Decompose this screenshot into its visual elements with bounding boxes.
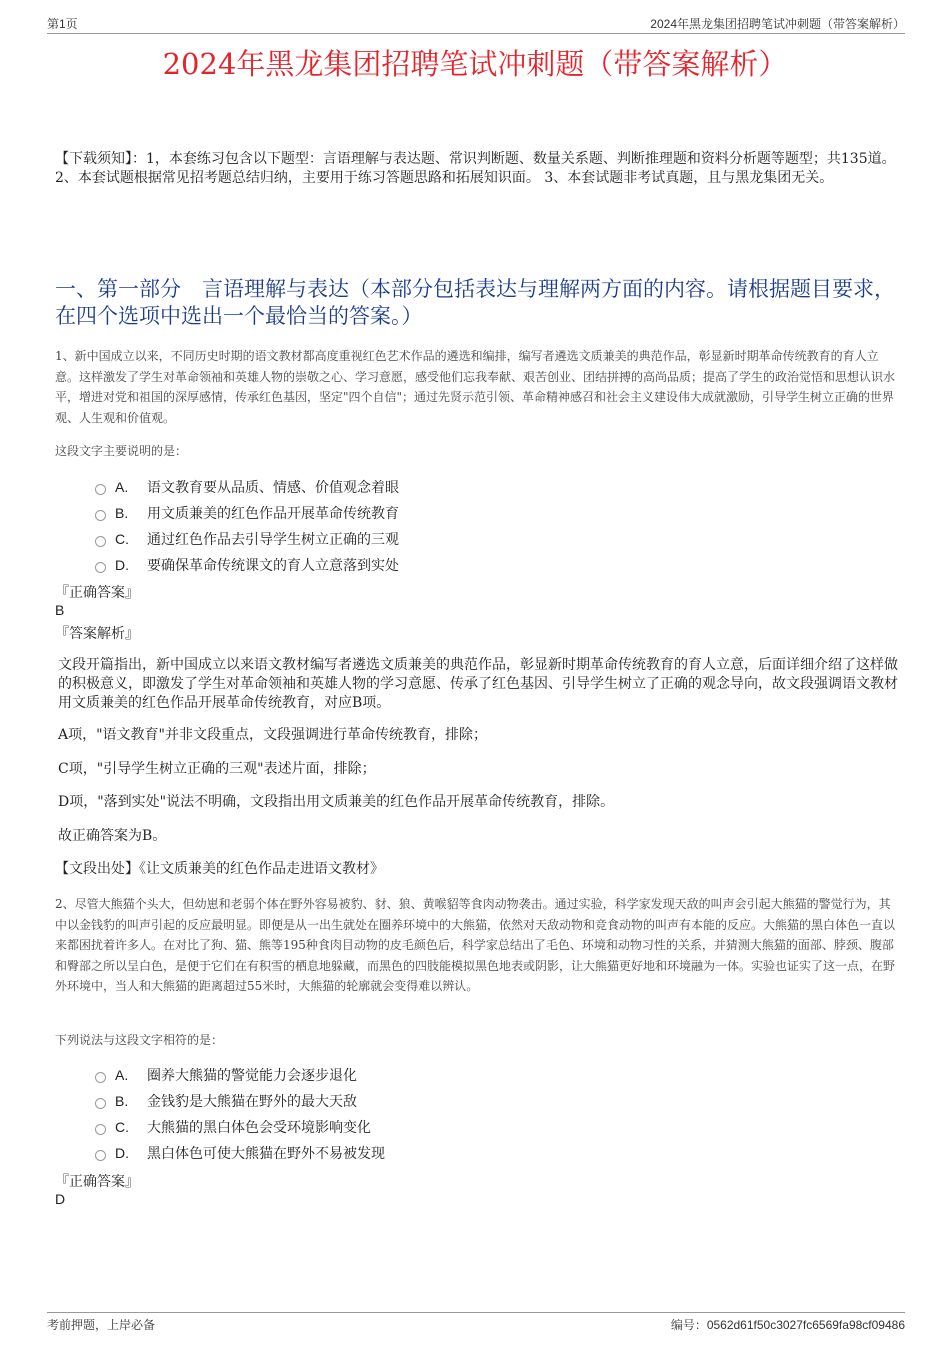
q2-option-b[interactable]: B. 金钱豹是大熊猫在野外的最大天敌: [95, 1091, 357, 1111]
q1-analysis-para: 文段开篇指出，新中国成立以来语文教材编写者遴选文质兼美的典范作品，彰显新时期革命传统教育的育人立意，后面详细介绍了这样做的积极意义，即激发了学生对革命领袖和英雄人物的学习意愿、传承了红色基因、引导学生树立了正确的观念导向，故文段强调语文教材用文质兼美的红色作品开展革命传统教育，对应B项。: [58, 657, 898, 711]
q1-option-c[interactable]: C. 通过红色作品去引导学生树立正确的三观: [95, 529, 399, 549]
q1-source: 【文段出处】《让文质兼美的红色作品走进语文教材》: [55, 861, 384, 877]
page-header: [47, 15, 905, 34]
radio-icon[interactable]: [95, 1072, 106, 1083]
question-2-prompt: 下列说法与这段文字相符的是：: [55, 1033, 224, 1047]
q1-analysis-a: A项，"语文教育"并非文段重点，文段强调进行革命传统教育，排除；: [58, 727, 487, 743]
question-2-text: 2、尽管大熊猫个头大，但幼崽和老弱个体在野外容易被豹、豺、狼、黄喉貂等食肉动物袭击。通过实验，科学家发现天敌的叫声会引起大熊猫的警觉行为，其中以金钱豹的叫声引起的反应最明显。即便是从一出生就处在圈养环境中的大熊猫，依然对天敌动物和竞食动物的叫声有本能的反应。大熊猫的黑白体色一直以来都困扰着许多人。在对比了狗、猫、熊等195种食肉目动物的皮毛颜色后，科学家总结出了毛色、环境和动物习性的关系，并猜测大熊猫的面部、脖颈、腹部和臀部之所以呈白色，是便于它们在有积雪的栖息地躲藏，而黑色的四肢能模拟黑色地表或阴影，让大熊猫更好地和环境融为一体。实验也证实了这一点，在野外环境中，当人和大熊猫的距离超过55米时，大熊猫的轮廓就会变得难以辨认。: [55, 897, 896, 993]
radio-icon[interactable]: [95, 484, 106, 495]
radio-icon[interactable]: [95, 1124, 106, 1135]
q1-option-b[interactable]: B. 用文质兼美的红色作品开展革命传统教育: [95, 503, 399, 523]
q2-answer-label: 『正确答案』: [55, 1174, 139, 1190]
q2-option-d[interactable]: D. 黑白体色可使大熊猫在野外不易被发现: [95, 1143, 385, 1163]
question-1-prompt: 这段文字主要说明的是：: [55, 444, 188, 458]
radio-icon[interactable]: [95, 510, 106, 521]
page-number: 第1页: [47, 17, 78, 31]
q1-analysis-conclusion: 故正确答案为B。: [58, 828, 167, 844]
q1-analysis-d: D项，"落到实处"说法不明确，文段指出用文质兼美的红色作品开展革命传统教育，排除。: [58, 794, 615, 810]
document-title: 2024年黑龙集团招聘笔试冲刺题（带答案解析）: [162, 47, 788, 81]
radio-icon[interactable]: [95, 562, 106, 573]
q1-option-a[interactable]: A. 语文教育要从品质、情感、价值观念着眼: [95, 477, 399, 497]
q1-analysis-label: 『答案解析』: [55, 626, 139, 642]
q1-answer-label: 『正确答案』: [55, 585, 139, 601]
footer-slogan: 考前押题，上岸必备: [47, 1318, 156, 1332]
q1-analysis-c: C项，"引导学生树立正确的三观"表述片面，排除；: [58, 761, 376, 777]
question-1-text: 1、新中国成立以来，不同历史时期的语文教材都高度重视红色艺术作品的遴选和编排，编写者遴选文质兼美的典范作品，彰显新时期革命传统教育的育人立意。这样激发了学生对革命领袖和英雄人物的崇敬之心、学习意愿，感受他们忘我奉献、艰苦创业、团结拼搏的高尚品质；提高了学生的政治觉悟和思想认识水平，增进对党和祖国的深厚感情，传承红色基因，坚定"四个自信"；通过先贤示范引领、革命精神感召和社会主义建设伟大成就激励，引导学生树立正确的世界观、人生观和价值观。: [55, 349, 896, 425]
radio-icon[interactable]: [95, 536, 106, 547]
q2-answer: D: [55, 1191, 66, 1207]
header-doc-title: 2024年黑龙集团招聘笔试冲刺题（带答案解析）: [650, 17, 905, 31]
page-footer: [47, 1312, 905, 1333]
radio-icon[interactable]: [95, 1098, 106, 1109]
q2-option-a[interactable]: A. 圈养大熊猫的警觉能力会逐步退化: [95, 1065, 357, 1085]
section-heading: 一、第一部分 言语理解与表达（本部分包括表达与理解两方面的内容。请根据题目要求，在四个选项中选出一个最恰当的答案。）: [55, 277, 895, 328]
download-notice: 【下载须知】：1，本套练习包含以下题型：言语理解与表达题、常识判断题、数量关系题、判断推理题和资料分析题等题型；共135道。 2、本套试题根据常见招考题总结归纳，主要用于练习答题思路和拓展知识面。 3、本套试题非考试真题，且与黑龙集团无关。: [55, 151, 896, 186]
footer-serial: 编号：0562d61f50c3027fc6569fa98cf09486: [670, 1318, 905, 1332]
q1-answer: B: [55, 602, 65, 618]
q1-option-d[interactable]: D. 要确保革命传统课文的育人立意落到实处: [95, 555, 399, 575]
q2-option-c[interactable]: C. 大熊猫的黑白体色会受环境影响变化: [95, 1117, 371, 1137]
radio-icon[interactable]: [95, 1150, 106, 1161]
